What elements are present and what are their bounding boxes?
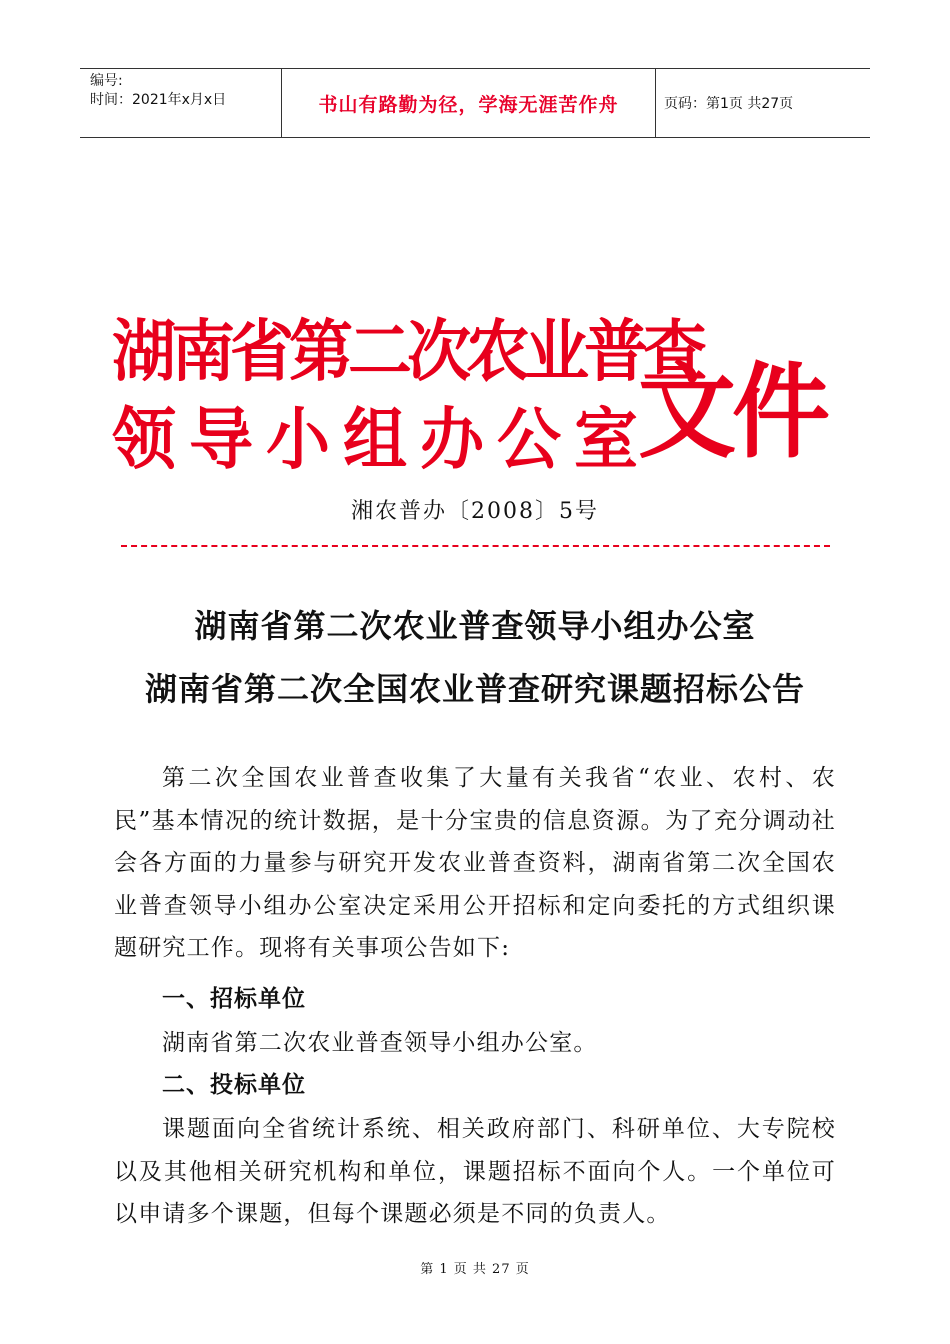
header-page-cell xyxy=(656,69,870,137)
header-motto: 书山有路勤为径，学海无涯苦作舟 xyxy=(318,93,619,116)
intro-paragraph: 第二次全国农业普查收集了大量有关我省“农业、农村、农民”基本情况的统计数据，是十分宝贵的信息资源。为了充分调动社会各方面的力量参与研究开发农业普查资料，湖南省第二次全国农业普查领导小组办公室决定采用公开招标和定向委托的方式组织课题研究工作。现将有关事项公告如下: xyxy=(114,765,836,961)
red-head-suffix: 文件 xyxy=(638,353,827,473)
header-motto-cell xyxy=(282,69,656,137)
title-line2: 湖南省第二次全国农业普查研究课题招标公告 xyxy=(144,670,805,708)
serial-label: 编号: xyxy=(90,73,123,89)
red-head-line2: 领导小组办公室 xyxy=(112,401,651,480)
red-head-line1: 湖南省第二次农业普查 xyxy=(112,313,702,392)
section1-heading: 一、招标单位 xyxy=(162,986,306,1012)
header-page-info: 页码：第1页 共27页 xyxy=(664,96,794,112)
title-line1: 湖南省第二次农业普查领导小组办公室 xyxy=(194,607,756,645)
time-label: 时间：2021年x月x日 xyxy=(90,92,227,108)
red-divider xyxy=(121,545,830,547)
header-meta-cell xyxy=(80,69,282,137)
section2-heading: 二、投标单位 xyxy=(162,1072,306,1098)
header-table xyxy=(80,68,870,138)
section1-text: 湖南省第二次农业普查领导小组办公室。 xyxy=(162,1030,598,1056)
section2-text: 课题面向全省统计系统、相关政府部门、科研单位、大专院校以及其他相关研究机构和单位，课题招标不面向个人。一个单位可以申请多个课题，但每个课题必须是不同的负责人。 xyxy=(114,1116,836,1227)
document-number: 湘农普办〔2008〕5号 xyxy=(351,499,599,524)
page-footer: 第 1 页 共 27 页 xyxy=(420,1262,530,1277)
